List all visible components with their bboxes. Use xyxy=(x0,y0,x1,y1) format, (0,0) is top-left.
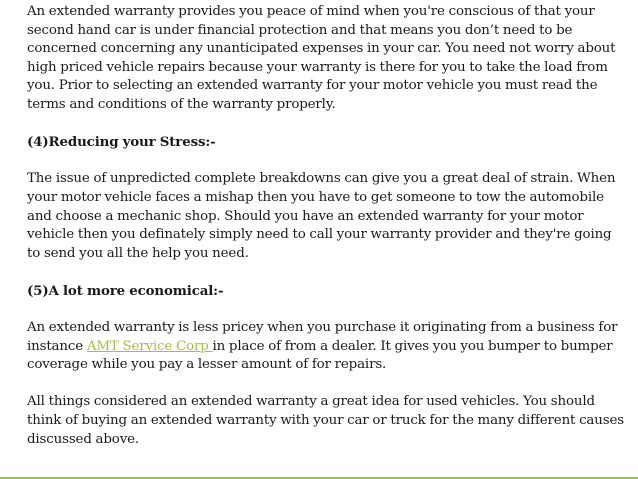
intro-paragraph: An extended warranty provides you peace of mind when you're conscious of that your second hand car is under financial protection and that means you don’t need to be concerned concerning any unanticipated expenses in your car. You need not worry about high priced vehicle repairs because your warranty is there for you to take the load from you. Prior to selecting an extended warranty for your motor vehicle you must read the terms and conditions of the warranty properly. xyxy=(27,4,616,112)
document-body xyxy=(27,3,627,468)
economical-paragraph xyxy=(27,319,627,375)
conclusion-paragraph: All things considered an extended warranty a great idea for used vehicles. You should think of buying an extended warranty with your car or truck for the many different causes discussed above. xyxy=(27,394,624,447)
economical-text-after: in place of from a dealer. It gives you you bumper to bumper coverage while you pay a lesser amount of for repairs. xyxy=(27,338,613,373)
amt-service-corp-link[interactable]: AMT Service Corp xyxy=(86,338,213,354)
section-heading-economical: (5)A lot more economical:- xyxy=(27,282,224,299)
economical-text-before: An extended warranty is less pricey when you purchase it originating from a business for instance xyxy=(27,320,618,354)
section-heading-reducing-stress: (4)Reducing your Stress:- xyxy=(27,134,216,151)
stress-paragraph: The issue of unpredicted complete breakdowns can give you a great deal of strain. When your motor vehicle faces a mishap then you have to get someone to tow the automobile and choose a mechanic shop. Should you have an extended warranty for your motor vehicle then you definately simply need to call your warranty provider and they're going to send you all the help you need. xyxy=(27,171,616,261)
